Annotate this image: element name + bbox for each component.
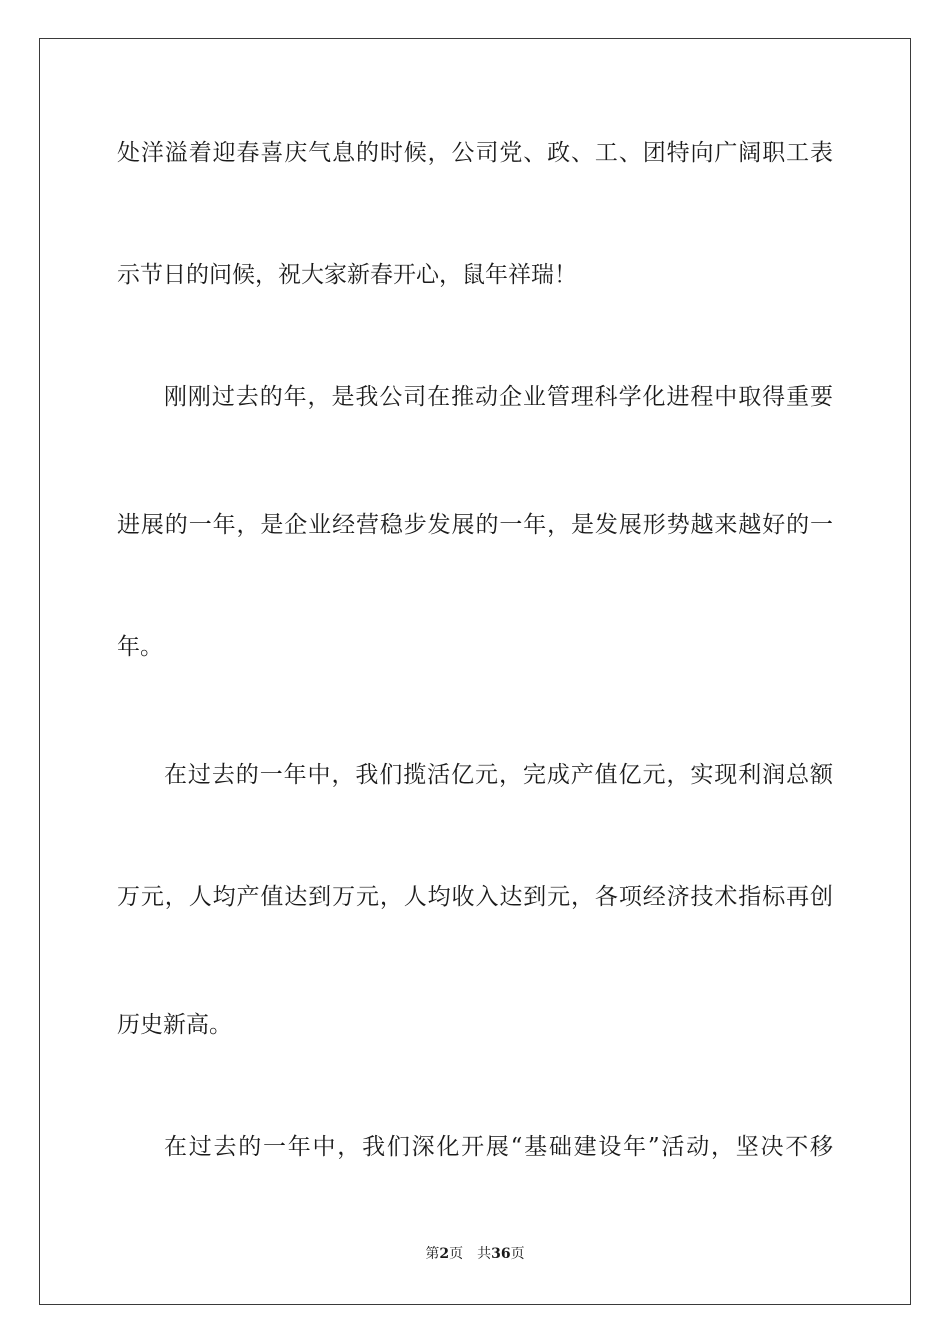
total-suffix: 页 xyxy=(510,1246,525,1262)
page-prefix: 第 xyxy=(425,1246,440,1262)
body-line-5: 年。 xyxy=(117,634,163,660)
body-line-7: 万元，人均产值达到万元，人均收入达到元，各项经济技术指标再创 xyxy=(117,884,833,910)
page-border xyxy=(39,38,911,1305)
page-suffix: 页 xyxy=(449,1246,464,1262)
body-line-9: 在过去的一年中，我们深化开展“基础建设年”活动，坚决不移 xyxy=(164,1134,833,1160)
body-line-3: 刚刚过去的年，是我公司在推动企业管理科学化进程中取得重要 xyxy=(164,384,833,410)
total-prefix: 共 xyxy=(477,1246,492,1262)
body-line-4: 进展的一年，是企业经营稳步发展的一年，是发展形势越来越好的一 xyxy=(117,512,833,538)
body-line-1: 处洋溢着迎春喜庆气息的时候，公司党、政、工、团特向广阔职工表 xyxy=(117,140,833,166)
page-footer xyxy=(0,1245,950,1263)
total-pages: 36 xyxy=(491,1246,511,1262)
body-line-6: 在过去的一年中，我们揽活亿元，完成产值亿元，实现利润总额 xyxy=(164,762,833,788)
body-line-2: 示节日的问候，祝大家新春开心，鼠年祥瑞！ xyxy=(117,262,577,288)
page-number: 2 xyxy=(439,1246,450,1262)
body-line-8: 历史新高。 xyxy=(117,1012,232,1038)
